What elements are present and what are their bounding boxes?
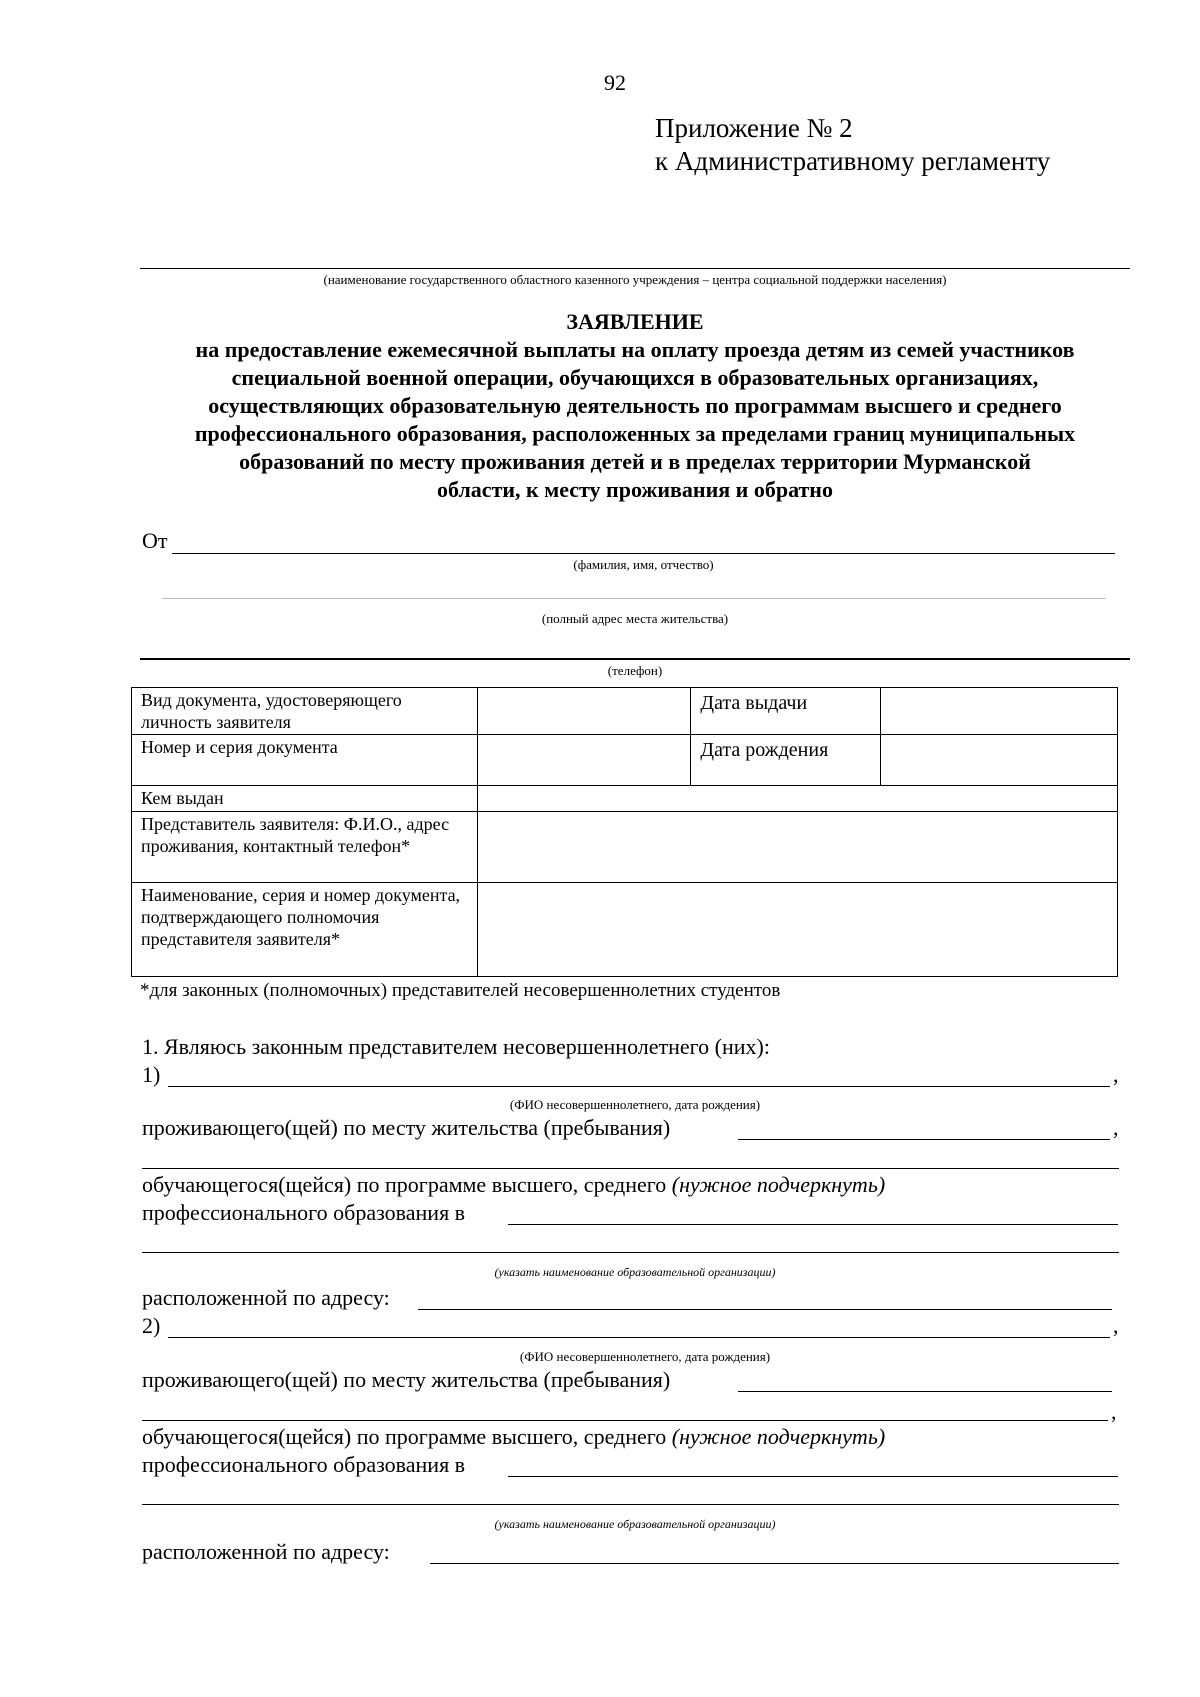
entry-1-residing-label: проживающего(щей) по месту жительства (пребывания) bbox=[142, 1115, 671, 1140]
appendix-header bbox=[655, 112, 1050, 178]
entry-2-address-field[interactable] bbox=[430, 1563, 1119, 1564]
entry-2-fio-caption: (ФИО несовершеннолетнего, дата рождения) bbox=[519, 1349, 771, 1364]
doc-type-field[interactable] bbox=[477, 688, 691, 735]
entry-1-org-field-2[interactable] bbox=[142, 1252, 1119, 1253]
entry-2-org-caption: (указать наименование образовательной организации) bbox=[494, 1517, 776, 1531]
entry-2-org-field[interactable] bbox=[508, 1476, 1118, 1477]
statement-title-line: профессионального образования, расположенных за пределами границ муниципальных bbox=[194, 421, 1076, 446]
applicant-address-field[interactable] bbox=[162, 598, 1106, 599]
entry-1-education-label: профессионального образования в bbox=[142, 1200, 466, 1225]
entry-1-studying-label bbox=[142, 1172, 885, 1198]
entry-2-located-label: расположенной по адресу: bbox=[142, 1539, 390, 1564]
appendix-line-1: Приложение № 2 bbox=[655, 113, 853, 143]
entry-1-org-caption: (указать наименование образовательной организации) bbox=[494, 1265, 776, 1279]
issue-date-label: Дата выдачи bbox=[691, 688, 881, 735]
entry-2-residing-label: проживающего(щей) по месту жительства (пребывания) bbox=[142, 1367, 671, 1392]
authority-doc-label: Наименование, серия и номер документа, подтверждающего полномочия представителя заявителя* bbox=[132, 883, 478, 977]
applicant-fio-field[interactable] bbox=[172, 553, 1115, 554]
doc-number-field[interactable] bbox=[477, 735, 691, 786]
identity-document-table bbox=[131, 687, 1118, 977]
statement-title-line: специальной военной операции, обучающихся в образовательных организациях, bbox=[231, 365, 1039, 390]
studying-text: обучающегося(щейся) по программе высшего, среднего bbox=[142, 1172, 667, 1197]
entry-1-fio-caption: (ФИО несовершеннолетнего, дата рождения) bbox=[509, 1097, 761, 1112]
entry-1-number: 1) bbox=[142, 1062, 161, 1087]
doc-number-label: Номер и серия документа bbox=[132, 735, 478, 786]
issued-by-field[interactable] bbox=[477, 786, 1117, 812]
statement-title-line: на предоставление ежемесячной выплаты на оплату проезда детям из семей участников bbox=[195, 337, 1075, 362]
footnote: *для законных (полномочных) представителей несовершеннолетних студентов bbox=[140, 980, 781, 1001]
statement-heading: ЗАЯВЛЕНИЕ bbox=[566, 309, 704, 334]
from-label: От bbox=[142, 528, 168, 553]
appendix-line-2: к Административному регламенту bbox=[655, 146, 1051, 176]
page-number: 92 bbox=[604, 70, 626, 95]
entry-2-residence-field[interactable] bbox=[738, 1391, 1112, 1392]
comma: , bbox=[1113, 1062, 1119, 1087]
entry-1-located-label: расположенной по адресу: bbox=[142, 1285, 390, 1310]
phone-caption: (телефон) bbox=[607, 663, 663, 678]
representative-label: Представитель заявителя: Ф.И.О., адрес проживания, контактный телефон* bbox=[132, 812, 478, 883]
entry-2-residence-field-2[interactable] bbox=[142, 1420, 1108, 1421]
table-row bbox=[132, 786, 1118, 812]
doc-type-label: Вид документа, удостоверяющего личность заявителя bbox=[132, 688, 478, 735]
underline-note: (нужное подчеркнуть) bbox=[671, 1172, 886, 1197]
entry-2-fio-field[interactable] bbox=[168, 1337, 1110, 1338]
table-row bbox=[132, 688, 1118, 735]
entry-1-residence-field-2[interactable] bbox=[142, 1168, 1119, 1169]
institution-caption: (наименование государственного областного казенного учреждения – центра социальной поддержки населения) bbox=[323, 272, 947, 287]
issued-by-label: Кем выдан bbox=[132, 786, 478, 812]
statement-title bbox=[140, 308, 1130, 504]
section1-heading: 1. Являюсь законным представителем несовершеннолетнего (них): bbox=[142, 1034, 770, 1059]
table-row bbox=[132, 883, 1118, 977]
comma: , bbox=[1111, 1399, 1117, 1424]
institution-field-line[interactable] bbox=[140, 268, 1130, 269]
birth-date-field[interactable] bbox=[881, 735, 1118, 786]
birth-date-label: Дата рождения bbox=[691, 735, 881, 786]
statement-title-line: области, к месту проживания и обратно bbox=[437, 477, 833, 502]
entry-2-number: 2) bbox=[142, 1313, 161, 1338]
table-row bbox=[132, 812, 1118, 883]
entry-2-education-label: профессионального образования в bbox=[142, 1452, 466, 1477]
comma: , bbox=[1113, 1313, 1119, 1338]
entry-1-org-field[interactable] bbox=[508, 1224, 1118, 1225]
entry-2-studying-label bbox=[142, 1424, 885, 1450]
issue-date-field[interactable] bbox=[881, 688, 1118, 735]
authority-doc-field[interactable] bbox=[477, 883, 1117, 977]
table-row bbox=[132, 735, 1118, 786]
entry-1-residence-field[interactable] bbox=[738, 1139, 1110, 1140]
entry-2-org-field-2[interactable] bbox=[142, 1504, 1119, 1505]
entry-1-fio-field[interactable] bbox=[168, 1086, 1110, 1087]
statement-title-line: образований по месту проживания детей и в пределах территории Мурманской bbox=[239, 449, 1031, 474]
address-caption: (полный адрес места жительства) bbox=[541, 611, 729, 626]
applicant-phone-field[interactable] bbox=[140, 658, 1130, 660]
underline-note: (нужное подчеркнуть) bbox=[671, 1424, 886, 1449]
fio-caption: (фамилия, имя, отчество) bbox=[573, 557, 714, 572]
statement-title-line: осуществляющих образовательную деятельность по программам высшего и среднего bbox=[208, 393, 1062, 418]
comma: , bbox=[1113, 1115, 1119, 1140]
entry-1-address-field[interactable] bbox=[418, 1309, 1112, 1310]
representative-field[interactable] bbox=[477, 812, 1117, 883]
studying-text: обучающегося(щейся) по программе высшего, среднего bbox=[142, 1424, 667, 1449]
